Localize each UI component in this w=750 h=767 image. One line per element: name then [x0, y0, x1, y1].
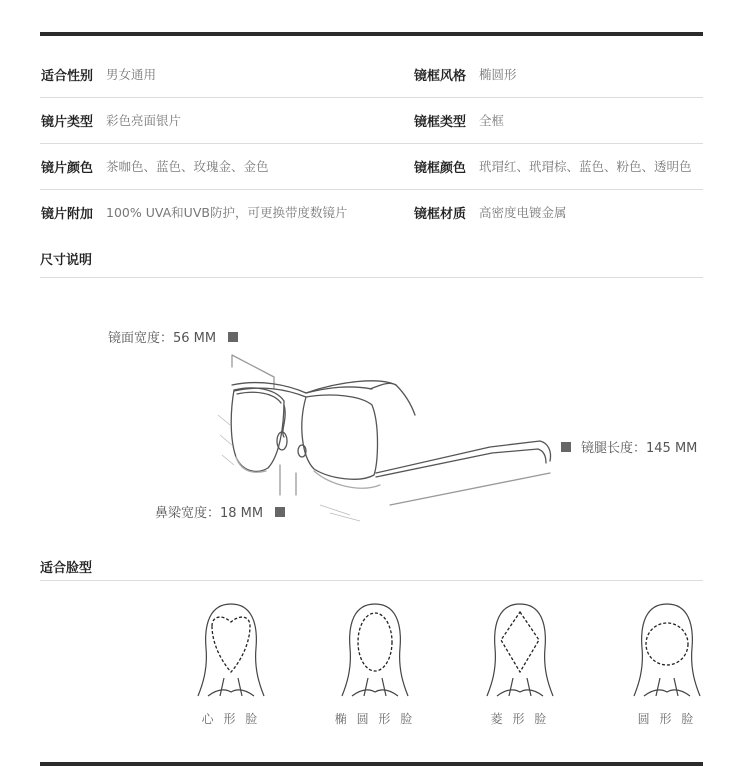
- spec-value: 玳瑁红、玳瑁棕、蓝色、粉色、透明色: [479, 159, 692, 174]
- spec-value: 100% UVA和UVB防护，可更换带度数镜片: [106, 205, 348, 220]
- heart-face-icon: [196, 600, 266, 702]
- spec-cell-frame-style: [414, 51, 517, 97]
- spec-label: 镜框材质: [414, 206, 467, 222]
- spec-cell-frame-material: [414, 189, 567, 235]
- spec-label: 镜片附加: [41, 206, 94, 222]
- spec-cell-lens-extra: [41, 189, 347, 235]
- face-label: 菱 形 脸: [490, 712, 550, 726]
- section-divider: [40, 277, 703, 278]
- top-rule: [40, 32, 703, 36]
- spec-cell-lens-color: [41, 143, 269, 189]
- lens-width-label: [108, 327, 238, 346]
- spec-row: [40, 143, 703, 190]
- face-shape-oval: [330, 600, 420, 727]
- spec-value: 高密度电镀金属: [479, 205, 567, 220]
- spec-value: 茶咖色、蓝色、玫瑰金、金色: [106, 159, 269, 174]
- temple-length-label: [561, 437, 697, 456]
- section-divider: [40, 580, 703, 581]
- bridge-width-text: 鼻梁宽度：18 MM: [155, 506, 264, 521]
- temple-length-text: 镜腿长度：145 MM: [581, 441, 698, 456]
- diamond-face-icon: [485, 600, 555, 702]
- spec-label: 镜框颜色: [414, 160, 467, 176]
- face-label: 椭 圆 形 脸: [334, 712, 416, 726]
- bottom-rule: [40, 762, 703, 766]
- spec-value: 椭圆形: [479, 67, 517, 82]
- spec-row: [40, 189, 703, 235]
- spec-cell-frame-color: [414, 143, 692, 189]
- sunglasses-illustration: [210, 345, 570, 530]
- face-section-title: 适合脸型: [40, 561, 93, 576]
- face-label: 心 形 脸: [201, 712, 261, 726]
- spec-label: 适合性别: [41, 68, 94, 84]
- spec-label: 镜片颜色: [41, 160, 94, 176]
- spec-label: 镜框类型: [414, 114, 467, 130]
- spec-label: 镜片类型: [41, 114, 94, 130]
- spec-cell-gender: [41, 51, 156, 97]
- face-shape-heart: [186, 600, 276, 727]
- square-marker-icon: [228, 332, 238, 342]
- face-shape-diamond: [475, 600, 565, 727]
- spec-value: 彩色亮面银片: [106, 113, 182, 128]
- spec-cell-frame-type: [414, 97, 504, 143]
- round-face-icon: [632, 600, 702, 702]
- spec-row: [40, 51, 703, 98]
- spec-label: 镜框风格: [414, 68, 467, 84]
- lens-width-text: 镜面宽度：56 MM: [108, 331, 217, 346]
- spec-cell-lens-type: [41, 97, 181, 143]
- face-label: 圆 形 脸: [637, 712, 697, 726]
- size-section-title: 尺寸说明: [40, 253, 93, 268]
- spec-row: [40, 97, 703, 144]
- spec-value: 男女通用: [106, 67, 157, 82]
- face-shape-round: [622, 600, 712, 727]
- oval-face-icon: [340, 600, 410, 702]
- spec-value: 全框: [479, 113, 505, 128]
